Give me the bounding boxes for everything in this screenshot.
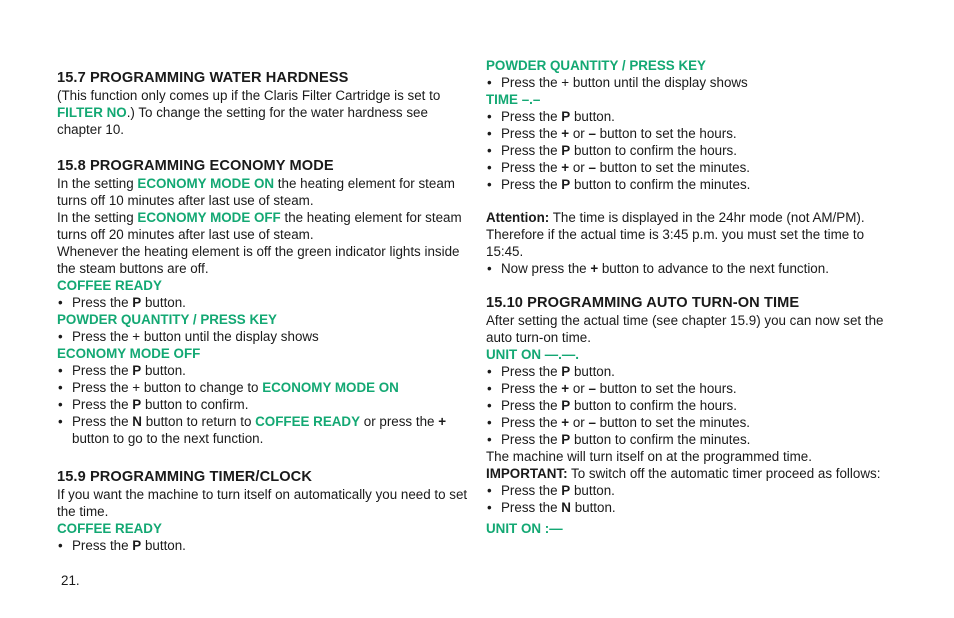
- paragraph: [486, 465, 898, 482]
- list-item: • Press the P button.: [57, 362, 469, 379]
- display-message: COFFEE READY: [57, 521, 162, 536]
- list-item: • Press the + button to change to ECONOMY MODE ON: [57, 379, 469, 396]
- display-message: POWDER QUANTITY / PRESS KEY: [57, 312, 277, 327]
- list-item: • Press the N button to return to COFFEE READY or press the + button to go to the next function.: [57, 413, 469, 447]
- step-list: [57, 362, 469, 447]
- text: The time is displayed in the 24hr mode (not AM/PM). Therefore if the actual time is 3:45 p.m. you must set the time to 15:45.: [486, 210, 865, 259]
- step-list: [486, 363, 898, 448]
- display-message: COFFEE READY: [57, 278, 162, 293]
- step-list: [486, 108, 898, 193]
- attention-note: [486, 209, 898, 277]
- highlight-text: ECONOMY MODE OFF: [137, 210, 281, 225]
- text: In the setting: [57, 210, 138, 225]
- paragraph: [57, 175, 469, 209]
- step-list: [486, 74, 898, 91]
- page-number: 21.: [61, 573, 80, 588]
- list-item: • Now press the + button to advance to the next function.: [486, 260, 898, 277]
- list-item: • Press the P button to confirm the minutes.: [486, 176, 898, 193]
- section-15-7: [57, 69, 469, 138]
- text: the heating element for steam turns off 10 minutes after last use of steam.: [57, 176, 455, 208]
- display-message: TIME –.–: [486, 92, 541, 107]
- section-15-9: [57, 468, 469, 554]
- list-item: • Press the + button until the display shows: [57, 328, 469, 345]
- list-item: • Press the P button.: [486, 482, 898, 499]
- section-heading: 15.10 PROGRAMMING AUTO TURN-ON TIME: [486, 295, 800, 311]
- display-message: UNIT ON —.—.: [486, 347, 579, 362]
- list-item: • Press the + button until the display shows: [486, 74, 898, 91]
- display-message: UNIT ON :—: [486, 521, 563, 536]
- display-message: ECONOMY MODE OFF: [57, 346, 201, 361]
- highlight-text: FILTER NO: [57, 105, 127, 120]
- paragraph: [486, 209, 898, 260]
- text: .) To change the setting for the water hardness see chapter 10.: [57, 105, 428, 137]
- paragraph: The machine will turn itself on at the programmed time.: [486, 449, 812, 464]
- section-heading: 15.7 PROGRAMMING WATER HARDNESS: [57, 70, 349, 86]
- list-item: • Press the P button.: [486, 363, 898, 380]
- paragraph: Whenever the heating element is off the green indicator lights inside the steam buttons are off.: [57, 244, 460, 276]
- list-item: • Press the P button.: [486, 108, 898, 125]
- display-message: POWDER QUANTITY / PRESS KEY: [486, 58, 706, 73]
- list-item: • Press the + or – button to set the hours.: [486, 380, 898, 397]
- section-15-8: [57, 157, 469, 447]
- section-heading: 15.9 PROGRAMMING TIMER/CLOCK: [57, 469, 312, 485]
- list-item: • Press the P button to confirm the minutes.: [486, 431, 898, 448]
- important-label: IMPORTANT:: [486, 466, 568, 481]
- text: In the setting: [57, 176, 138, 191]
- text: the heating element for steam turns off 20 minutes after last use of steam.: [57, 210, 462, 242]
- list-item: • Press the P button to confirm.: [57, 396, 469, 413]
- step-list: [57, 537, 469, 554]
- paragraph: If you want the machine to turn itself on automatically you need to set the time.: [57, 487, 468, 519]
- list-item: • Press the P button.: [57, 537, 469, 554]
- paragraph: [57, 209, 469, 243]
- paragraph: After setting the actual time (see chapter 15.9) you can now set the auto turn-on time.: [486, 313, 884, 345]
- step-list: [486, 482, 898, 516]
- step-list: [486, 260, 898, 277]
- list-item: • Press the + or – button to set the minutes.: [486, 159, 898, 176]
- attention-label: Attention:: [486, 210, 550, 225]
- text: To switch off the automatic timer proceed as follows:: [567, 466, 881, 481]
- section-15-10: [486, 294, 898, 537]
- section-heading: 15.8 PROGRAMMING ECONOMY MODE: [57, 158, 334, 174]
- list-item: • Press the P button.: [57, 294, 469, 311]
- list-item: • Press the P button to confirm the hours.: [486, 142, 898, 159]
- step-list: [57, 294, 469, 311]
- list-item: • Press the + or – button to set the minutes.: [486, 414, 898, 431]
- list-item: • Press the + or – button to set the hours.: [486, 125, 898, 142]
- text: (This function only comes up if the Claris Filter Cartridge is set to: [57, 88, 441, 103]
- section-15-9-continued: [486, 57, 898, 193]
- paragraph: [57, 87, 469, 138]
- step-list: [57, 328, 469, 345]
- highlight-text: ECONOMY MODE ON: [137, 176, 275, 191]
- list-item: • Press the N button.: [486, 499, 898, 516]
- list-item: • Press the P button to confirm the hours.: [486, 397, 898, 414]
